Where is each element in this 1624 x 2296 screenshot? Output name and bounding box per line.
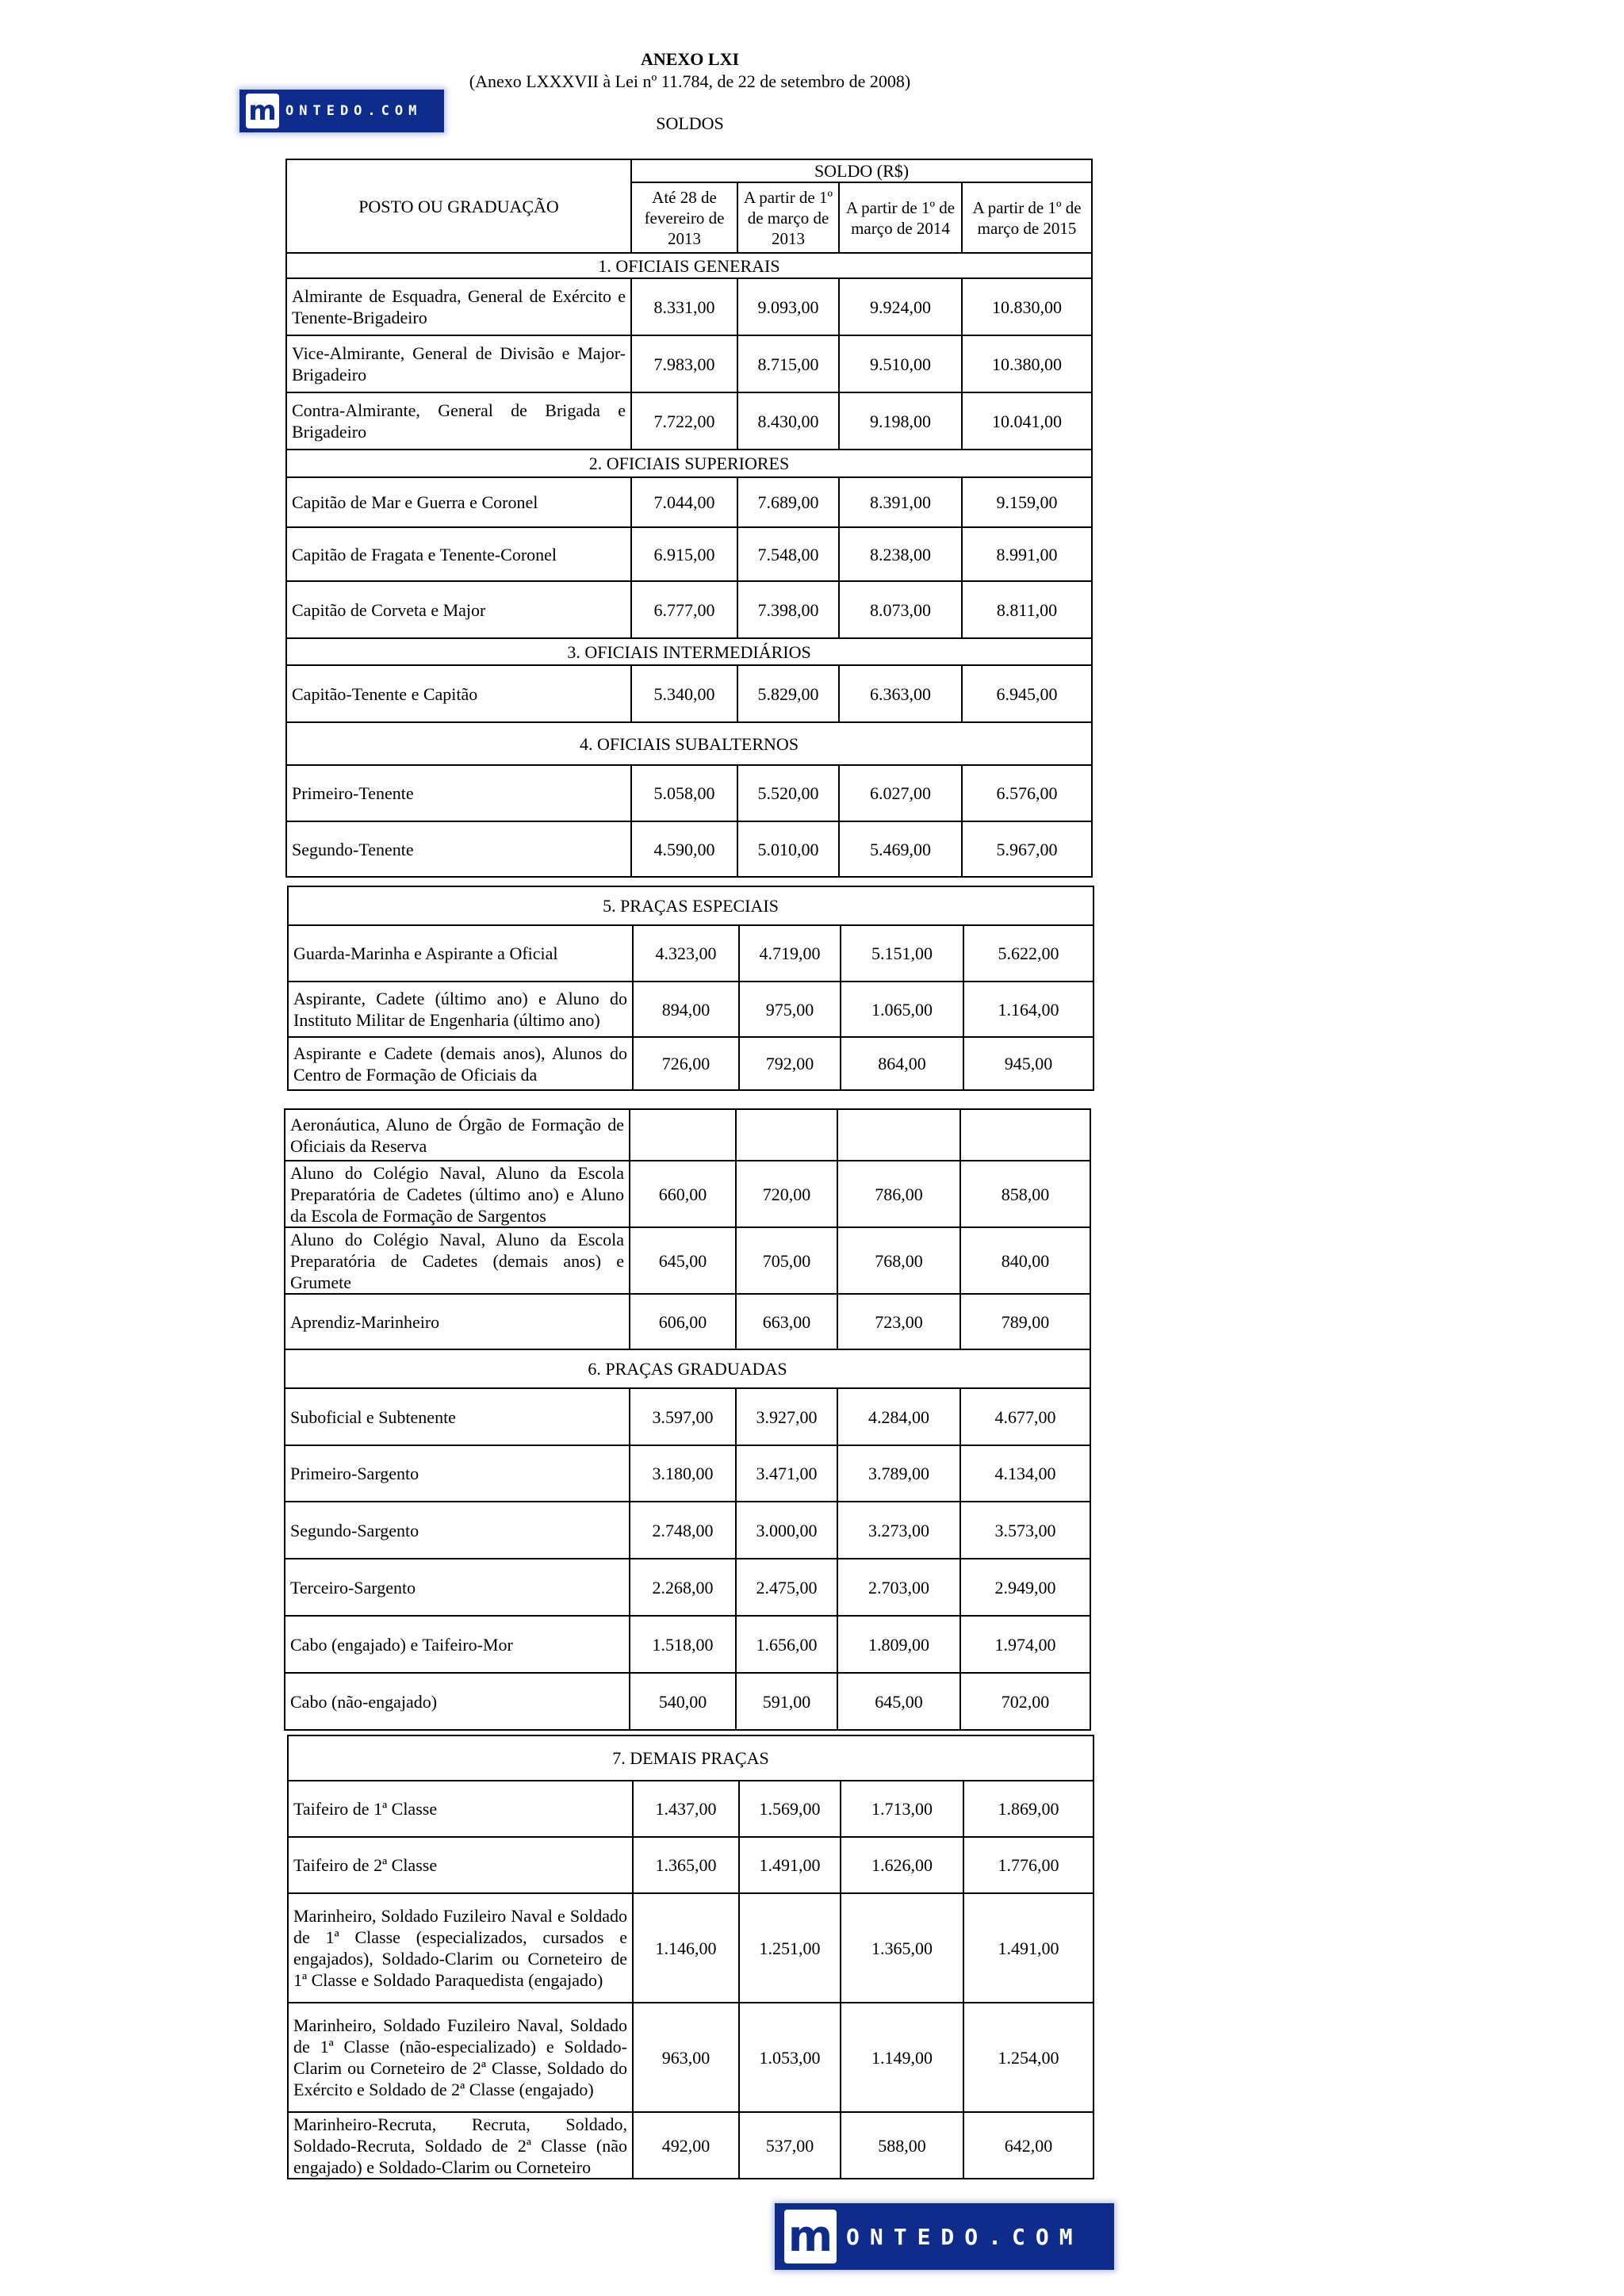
posto-name-cell: Guarda-Marinha e Aspirante a Oficial — [288, 925, 633, 982]
soldo-value-cell: 8.238,00 — [839, 527, 962, 581]
table-row — [286, 581, 1092, 638]
soldo-value-cell: 4.284,00 — [837, 1388, 960, 1445]
posto-name-cell: Cabo (engajado) e Taifeiro-Mor — [285, 1616, 630, 1673]
col-group-soldo: SOLDO (R$) — [631, 159, 1092, 182]
logo-mark: m — [784, 2210, 837, 2263]
soldo-value-cell: 4.719,00 — [739, 925, 841, 982]
soldo-value-cell: 1.365,00 — [841, 1893, 963, 2003]
soldo-value-cell: 8.991,00 — [962, 527, 1092, 581]
soldo-value-cell: 645,00 — [630, 1227, 736, 1294]
soldo-value-cell: 8.073,00 — [839, 581, 962, 638]
posto-name-cell: Capitão de Mar e Guerra e Coronel — [286, 477, 631, 527]
posto-name-cell: Aeronáutica, Aluno de Órgão de Formação de Oficiais da Reserva — [285, 1109, 630, 1161]
soldo-value-cell: 945,00 — [963, 1037, 1094, 1090]
soldo-value-cell: 5.469,00 — [839, 821, 962, 877]
posto-name-cell: Taifeiro de 2ª Classe — [288, 1837, 633, 1893]
table-row — [288, 925, 1094, 982]
soldo-value-cell: 5.520,00 — [737, 765, 839, 821]
soldo-value-cell: 606,00 — [630, 1294, 736, 1349]
posto-name-cell: Aspirante, Cadete (último ano) e Aluno do Instituto Militar de Engenharia (último ano) — [288, 982, 633, 1037]
posto-name-cell: Aspirante e Cadete (demais anos), Alunos do Centro de Formação de Oficiais da — [288, 1037, 633, 1090]
section-heading: 2. OFICIAIS SUPERIORES — [286, 450, 1092, 477]
soldo-value-cell: 10.830,00 — [962, 278, 1092, 335]
soldo-value-cell: 1.518,00 — [630, 1616, 736, 1673]
soldo-value-cell: 1.491,00 — [963, 1893, 1094, 2003]
table-row — [286, 335, 1092, 392]
soldo-value-cell: 2.949,00 — [960, 1559, 1090, 1616]
soldo-value-cell: 7.983,00 — [631, 335, 737, 392]
soldo-value-cell: 2.268,00 — [630, 1559, 736, 1616]
soldo-value-cell: 8.811,00 — [962, 581, 1092, 638]
soldo-value-cell: 2.703,00 — [837, 1559, 960, 1616]
soldo-value-cell: 660,00 — [630, 1161, 736, 1227]
table-row — [285, 1559, 1090, 1616]
section-heading: 5. PRAÇAS ESPECIAIS — [288, 886, 1094, 925]
soldo-value-cell: 591,00 — [736, 1673, 837, 1730]
soldo-value-cell: 1.491,00 — [739, 1837, 841, 1893]
soldo-value-cell: 7.398,00 — [737, 581, 839, 638]
soldo-value-cell: 789,00 — [960, 1294, 1090, 1349]
table-row — [288, 1781, 1094, 1837]
logo-text: ONTEDO.COM — [285, 103, 423, 119]
soldo-value-cell: 702,00 — [960, 1673, 1090, 1730]
logo-mark: m — [246, 94, 279, 128]
table-row — [286, 527, 1092, 581]
table-row — [288, 2003, 1094, 2112]
soldo-value-cell: 8.430,00 — [737, 392, 839, 450]
soldo-value-cell: 5.829,00 — [737, 665, 839, 722]
posto-name-cell: Vice-Almirante, General de Divisão e Major-Brigadeiro — [286, 335, 631, 392]
soldo-value-cell: 723,00 — [837, 1294, 960, 1349]
posto-name-cell: Aluno do Colégio Naval, Aluno da Escola Preparatória de Cadetes (último ano) e Aluno da Escola de Formação de Sargentos — [285, 1161, 630, 1227]
soldo-value-cell: 963,00 — [633, 2003, 739, 2112]
table-row — [288, 2112, 1094, 2179]
soldo-value-cell: 792,00 — [739, 1037, 841, 1090]
posto-name-cell: Primeiro-Sargento — [285, 1445, 630, 1502]
soldo-value-cell: 9.510,00 — [839, 335, 962, 392]
soldo-value-cell: 9.093,00 — [737, 278, 839, 335]
soldo-value-cell: 894,00 — [633, 982, 739, 1037]
soldo-value-cell: 7.722,00 — [631, 392, 737, 450]
montedo-logo-bottom — [775, 2203, 1114, 2270]
soldo-value-cell: 492,00 — [633, 2112, 739, 2179]
col-header-2014: A partir de 1º de março de 2014 — [839, 182, 962, 253]
soldo-value-cell: 588,00 — [841, 2112, 963, 2179]
soldo-value-cell: 1.713,00 — [841, 1781, 963, 1837]
table-row — [286, 392, 1092, 450]
table-row — [286, 821, 1092, 877]
salary-table-part-2 — [287, 886, 1094, 1091]
soldo-value-cell: 1.149,00 — [841, 2003, 963, 2112]
soldo-value-cell: 6.777,00 — [631, 581, 737, 638]
soldo-value-cell: 858,00 — [960, 1161, 1090, 1227]
soldo-value-cell: 642,00 — [963, 2112, 1094, 2179]
annex-subtitle: (Anexo LXXXVII à Lei nº 11.784, de 22 de setembro de 2008) — [469, 71, 911, 91]
soldo-value-cell: 3.789,00 — [837, 1445, 960, 1502]
posto-name-cell: Capitão-Tenente e Capitão — [286, 665, 631, 722]
soldo-value-cell: 10.380,00 — [962, 335, 1092, 392]
table-row — [286, 765, 1092, 821]
soldo-value-cell: 645,00 — [837, 1673, 960, 1730]
soldo-value-cell: 6.915,00 — [631, 527, 737, 581]
soldo-value-cell: 5.010,00 — [737, 821, 839, 877]
table-row — [285, 1502, 1090, 1559]
col-header-2013-fev: Até 28 de fevereiro de 2013 — [631, 182, 737, 253]
soldo-value-cell: 864,00 — [841, 1037, 963, 1090]
soldo-value-cell: 1.809,00 — [837, 1616, 960, 1673]
section-heading: 3. OFICIAIS INTERMEDIÁRIOS — [286, 638, 1092, 665]
soldo-value-cell: 3.597,00 — [630, 1388, 736, 1445]
posto-name-cell: Capitão de Fragata e Tenente-Coronel — [286, 527, 631, 581]
soldo-value-cell: 1.569,00 — [739, 1781, 841, 1837]
posto-name-cell: Segundo-Tenente — [286, 821, 631, 877]
soldo-value-cell: 4.590,00 — [631, 821, 737, 877]
soldo-value-cell: 4.677,00 — [960, 1388, 1090, 1445]
table-row — [288, 1037, 1094, 1090]
soldo-value-cell: 6.027,00 — [839, 765, 962, 821]
montedo-logo-top — [239, 90, 444, 132]
soldo-value-cell: 726,00 — [633, 1037, 739, 1090]
soldo-value-cell: 1.974,00 — [960, 1616, 1090, 1673]
table-row — [285, 1227, 1090, 1294]
table-row — [285, 1294, 1090, 1349]
posto-name-cell: Aluno do Colégio Naval, Aluno da Escola Preparatória de Cadetes (demais anos) e Grumete — [285, 1227, 630, 1294]
table-caption: SOLDOS — [656, 113, 724, 133]
soldo-value-cell: 1.164,00 — [963, 982, 1094, 1037]
soldo-value-cell: 537,00 — [739, 2112, 841, 2179]
section-heading: 1. OFICIAIS GENERAIS — [286, 253, 1092, 278]
table-row — [288, 1893, 1094, 2003]
soldo-value-cell: 7.548,00 — [737, 527, 839, 581]
posto-name-cell: Primeiro-Tenente — [286, 765, 631, 821]
posto-name-cell: Segundo-Sargento — [285, 1502, 630, 1559]
soldo-value-cell: 8.331,00 — [631, 278, 737, 335]
soldo-value-cell: 705,00 — [736, 1227, 837, 1294]
salary-table-part-3 — [284, 1108, 1091, 1731]
col-header-posto: POSTO OU GRADUAÇÃO — [286, 159, 631, 253]
soldo-value-cell: 540,00 — [630, 1673, 736, 1730]
soldo-value-cell: 1.656,00 — [736, 1616, 837, 1673]
soldo-value-cell: 1.776,00 — [963, 1837, 1094, 1893]
soldo-value-cell: 3.471,00 — [736, 1445, 837, 1502]
posto-name-cell: Marinheiro, Soldado Fuzileiro Naval, Soldado de 1ª Classe (não-especializado) e Soldado-Clarim ou Corneteiro de 2ª Classe, Soldado do Exército e Soldado de 2ª Classe (engajado) — [288, 2003, 633, 2112]
soldo-value-cell: 5.622,00 — [963, 925, 1094, 982]
soldo-value-cell: 1.626,00 — [841, 1837, 963, 1893]
soldo-value-cell: 3.273,00 — [837, 1502, 960, 1559]
table-row — [286, 665, 1092, 722]
soldo-value-cell: 1.437,00 — [633, 1781, 739, 1837]
soldo-value-cell: 1.254,00 — [963, 2003, 1094, 2112]
table-row — [285, 1445, 1090, 1502]
salary-table-part-4 — [287, 1735, 1094, 2179]
table-row — [285, 1673, 1090, 1730]
posto-name-cell: Aprendiz-Marinheiro — [285, 1294, 630, 1349]
posto-name-cell: Contra-Almirante, General de Brigada e Brigadeiro — [286, 392, 631, 450]
soldo-value-cell: 3.180,00 — [630, 1445, 736, 1502]
soldo-value-cell: 6.576,00 — [962, 765, 1092, 821]
posto-name-cell: Cabo (não-engajado) — [285, 1673, 630, 1730]
section-heading: 6. PRAÇAS GRADUADAS — [285, 1349, 1090, 1388]
soldo-value-cell: 1.365,00 — [633, 1837, 739, 1893]
posto-name-cell: Suboficial e Subtenente — [285, 1388, 630, 1445]
section-heading: 4. OFICIAIS SUBALTERNOS — [286, 722, 1092, 765]
soldo-value-cell: 1.869,00 — [963, 1781, 1094, 1837]
soldo-value-cell: 5.967,00 — [962, 821, 1092, 877]
soldo-value-cell: 768,00 — [837, 1227, 960, 1294]
soldo-value-cell: 975,00 — [739, 982, 841, 1037]
soldo-value-cell: 3.927,00 — [736, 1388, 837, 1445]
soldo-value-cell — [630, 1109, 736, 1161]
soldo-value-cell: 1.053,00 — [739, 2003, 841, 2112]
posto-name-cell: Marinheiro, Soldado Fuzileiro Naval e Soldado de 1ª Classe (especializados, cursados e engajados), Soldado-Clarim ou Corneteiro de 1ª Classe e Soldado Paraquedista (engajado) — [288, 1893, 633, 2003]
soldo-value-cell: 720,00 — [736, 1161, 837, 1227]
soldo-value-cell — [736, 1109, 837, 1161]
soldo-value-cell: 3.000,00 — [736, 1502, 837, 1559]
posto-name-cell: Capitão de Corveta e Major — [286, 581, 631, 638]
soldo-value-cell: 8.715,00 — [737, 335, 839, 392]
soldo-value-cell: 1.146,00 — [633, 1893, 739, 2003]
salary-table-part-1 — [285, 159, 1093, 878]
soldo-value-cell: 1.065,00 — [841, 982, 963, 1037]
soldo-value-cell: 4.323,00 — [633, 925, 739, 982]
posto-name-cell: Marinheiro-Recruta, Recruta, Soldado, Soldado-Recruta, Soldado de 2ª Classe (não engajado) e Soldado-Clarim ou Corneteiro — [288, 2112, 633, 2179]
soldo-value-cell: 10.041,00 — [962, 392, 1092, 450]
soldo-value-cell: 6.945,00 — [962, 665, 1092, 722]
soldo-value-cell: 3.573,00 — [960, 1502, 1090, 1559]
soldo-value-cell — [960, 1109, 1090, 1161]
soldo-value-cell: 9.198,00 — [839, 392, 962, 450]
posto-name-cell: Terceiro-Sargento — [285, 1559, 630, 1616]
posto-name-cell: Taifeiro de 1ª Classe — [288, 1781, 633, 1837]
table-row — [285, 1388, 1090, 1445]
soldo-value-cell: 7.689,00 — [737, 477, 839, 527]
soldo-value-cell: 6.363,00 — [839, 665, 962, 722]
col-header-2013-mar: A partir de 1º de março de 2013 — [737, 182, 839, 253]
soldo-value-cell: 786,00 — [837, 1161, 960, 1227]
soldo-value-cell: 7.044,00 — [631, 477, 737, 527]
table-row — [286, 477, 1092, 527]
table-header-row — [286, 159, 1092, 182]
soldo-value-cell — [837, 1109, 960, 1161]
col-header-2015: A partir de 1º de março de 2015 — [962, 182, 1092, 253]
soldo-value-cell: 1.251,00 — [739, 1893, 841, 2003]
soldo-value-cell: 2.475,00 — [736, 1559, 837, 1616]
table-row — [288, 1837, 1094, 1893]
table-row — [286, 278, 1092, 335]
table-row — [285, 1161, 1090, 1227]
soldo-value-cell: 2.748,00 — [630, 1502, 736, 1559]
section-heading: 7. DEMAIS PRAÇAS — [288, 1735, 1094, 1781]
soldo-value-cell: 9.924,00 — [839, 278, 962, 335]
soldo-value-cell: 5.151,00 — [841, 925, 963, 982]
soldo-value-cell: 663,00 — [736, 1294, 837, 1349]
soldo-value-cell: 840,00 — [960, 1227, 1090, 1294]
soldo-value-cell: 8.391,00 — [839, 477, 962, 527]
annex-title: ANEXO LXI — [640, 49, 740, 69]
table-row — [285, 1616, 1090, 1673]
soldo-value-cell: 5.340,00 — [631, 665, 737, 722]
posto-name-cell: Almirante de Esquadra, General de Exército e Tenente-Brigadeiro — [286, 278, 631, 335]
table-row — [288, 982, 1094, 1037]
soldo-value-cell: 9.159,00 — [962, 477, 1092, 527]
table-row — [285, 1109, 1090, 1161]
soldo-value-cell: 4.134,00 — [960, 1445, 1090, 1502]
logo-text: ONTEDO.COM — [846, 2223, 1083, 2250]
soldo-value-cell: 5.058,00 — [631, 765, 737, 821]
